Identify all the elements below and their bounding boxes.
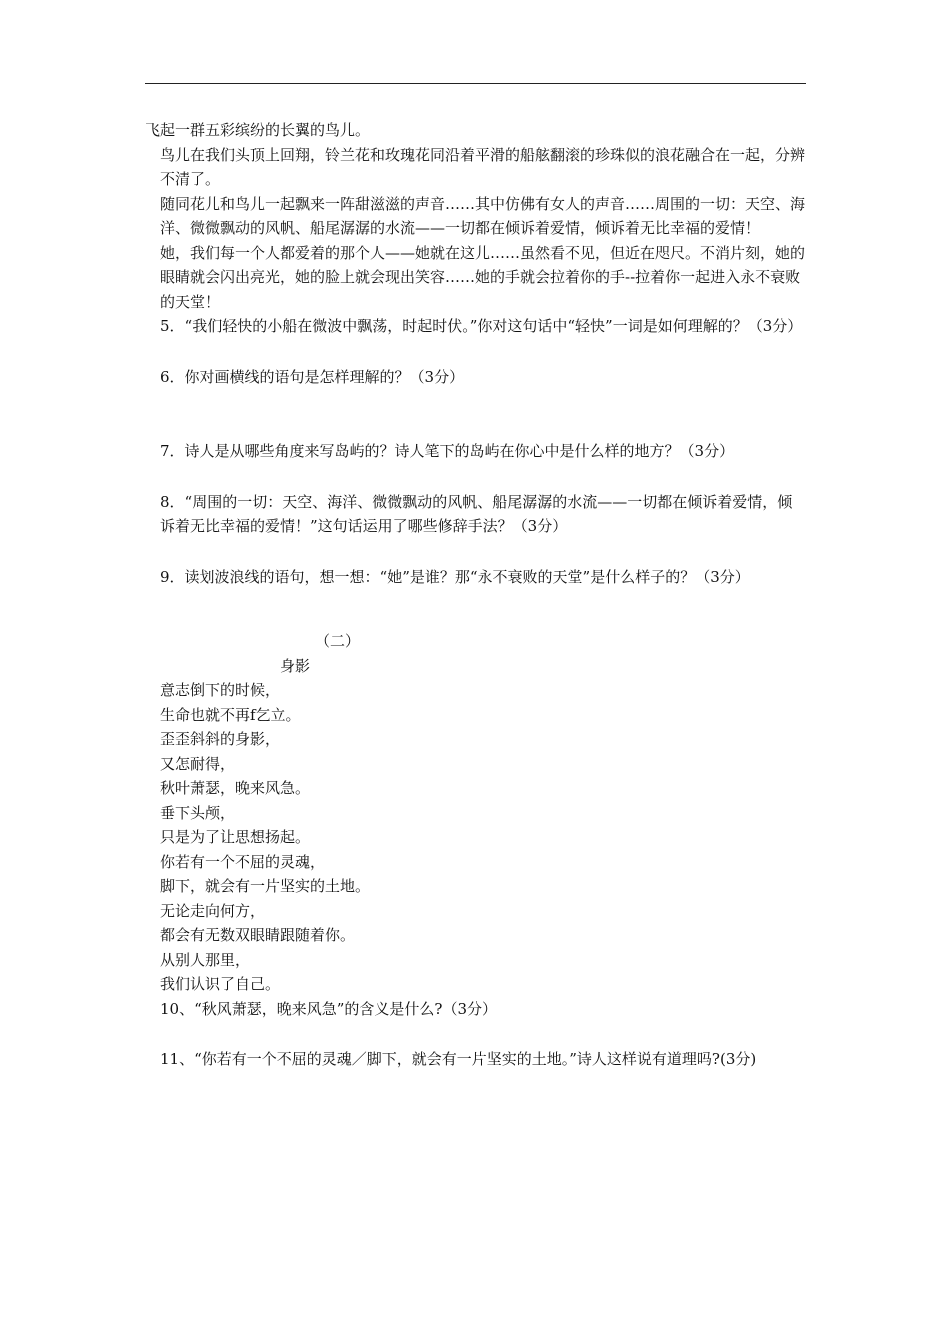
- poem-line: 歪歪斜斜的身影，: [160, 730, 281, 748]
- poem-line: 从别人那里，: [160, 950, 251, 969]
- question-9: 9．读划波浪线的语句，想一想：“她”是谁？那“永不衰败的天堂”是什么样子的？（3分）: [160, 567, 750, 586]
- poem-line: 又怎耐得，: [160, 754, 236, 773]
- poem-line: 生命也就不再f乞立。: [160, 705, 301, 724]
- poem-line: 都会有无数双眼睛跟随着你。: [160, 926, 356, 944]
- passage-paragraph: 鸟儿在我们头顶上回翔，铃兰花和玫瑰花同沿着平滑的船舷翻滚的珍珠似的浪花融合在一起，分辨不清了。: [160, 145, 806, 188]
- poem-line: 你若有一个不屈的灵魂，: [160, 852, 326, 871]
- passage-paragraph: 她，我们每一个人都爱着的那个人——她就在这儿……虽然看不见，但近在咫尺。不消片刻，她的眼睛就会闪出亮光，她的脸上就会现出笑容……她的手就会拉着你的手--拉着你一起进入永不衰败的天堂！: [160, 243, 806, 311]
- section-label: （二）: [315, 632, 361, 650]
- question-11: 11、“你若有一个不屈的灵魂／脚下，就会有一片坚实的土地。”诗人这样说有道理吗?(3分): [160, 1050, 757, 1068]
- document-body: [145, 118, 807, 1072]
- poem-line: 意志倒下的时候，: [160, 681, 281, 699]
- poem-line: 无论走向何方，: [160, 901, 266, 920]
- passage-paragraph: 飞起一群五彩缤纷的长翼的鸟儿。: [145, 121, 371, 139]
- poem-line: 垂下头颅，: [160, 803, 236, 822]
- poem-line: 脚下，就会有一片坚实的土地。: [160, 877, 371, 895]
- poem-title: 身影: [280, 656, 311, 675]
- poem-line: 我们认识了自己。: [160, 975, 281, 993]
- question-6: 6．你对画横线的语句是怎样理解的？（3分）: [160, 367, 465, 386]
- passage-paragraph: 随同花儿和鸟儿一起飘来一阵甜滋滋的声音……其中仿佛有女人的声音……周围的一切：天空、海洋、微微飘动的风帆、船尾潺潺的水流——一切都在倾诉着爱情，倾诉着无比幸福的爱情！: [160, 194, 806, 237]
- poem-line: 只是为了让思想扬起。: [160, 828, 311, 846]
- question-5: 5．“我们轻快的小船在微波中飘荡，时起时伏。”你对这句话中“轻快”一词是如何理解的？（3分）: [160, 317, 803, 335]
- header-rule: [145, 83, 806, 84]
- question-10: 10、“秋风萧瑟，晚来风急”的含义是什么?（3分）: [160, 999, 498, 1018]
- poem-line: 秋叶萧瑟，晚来风急。: [160, 779, 311, 797]
- question-8: 8．“周围的一切：天空、海洋、微微飘动的风帆、船尾潺潺的水流——一切都在倾诉着爱情，倾诉着无比幸福的爱情！”这句话运用了哪些修辞手法？（3分）: [160, 492, 793, 535]
- question-7: 7．诗人是从哪些角度来写岛屿的？诗人笔下的岛屿在你心中是什么样的地方？（3分）: [160, 442, 735, 460]
